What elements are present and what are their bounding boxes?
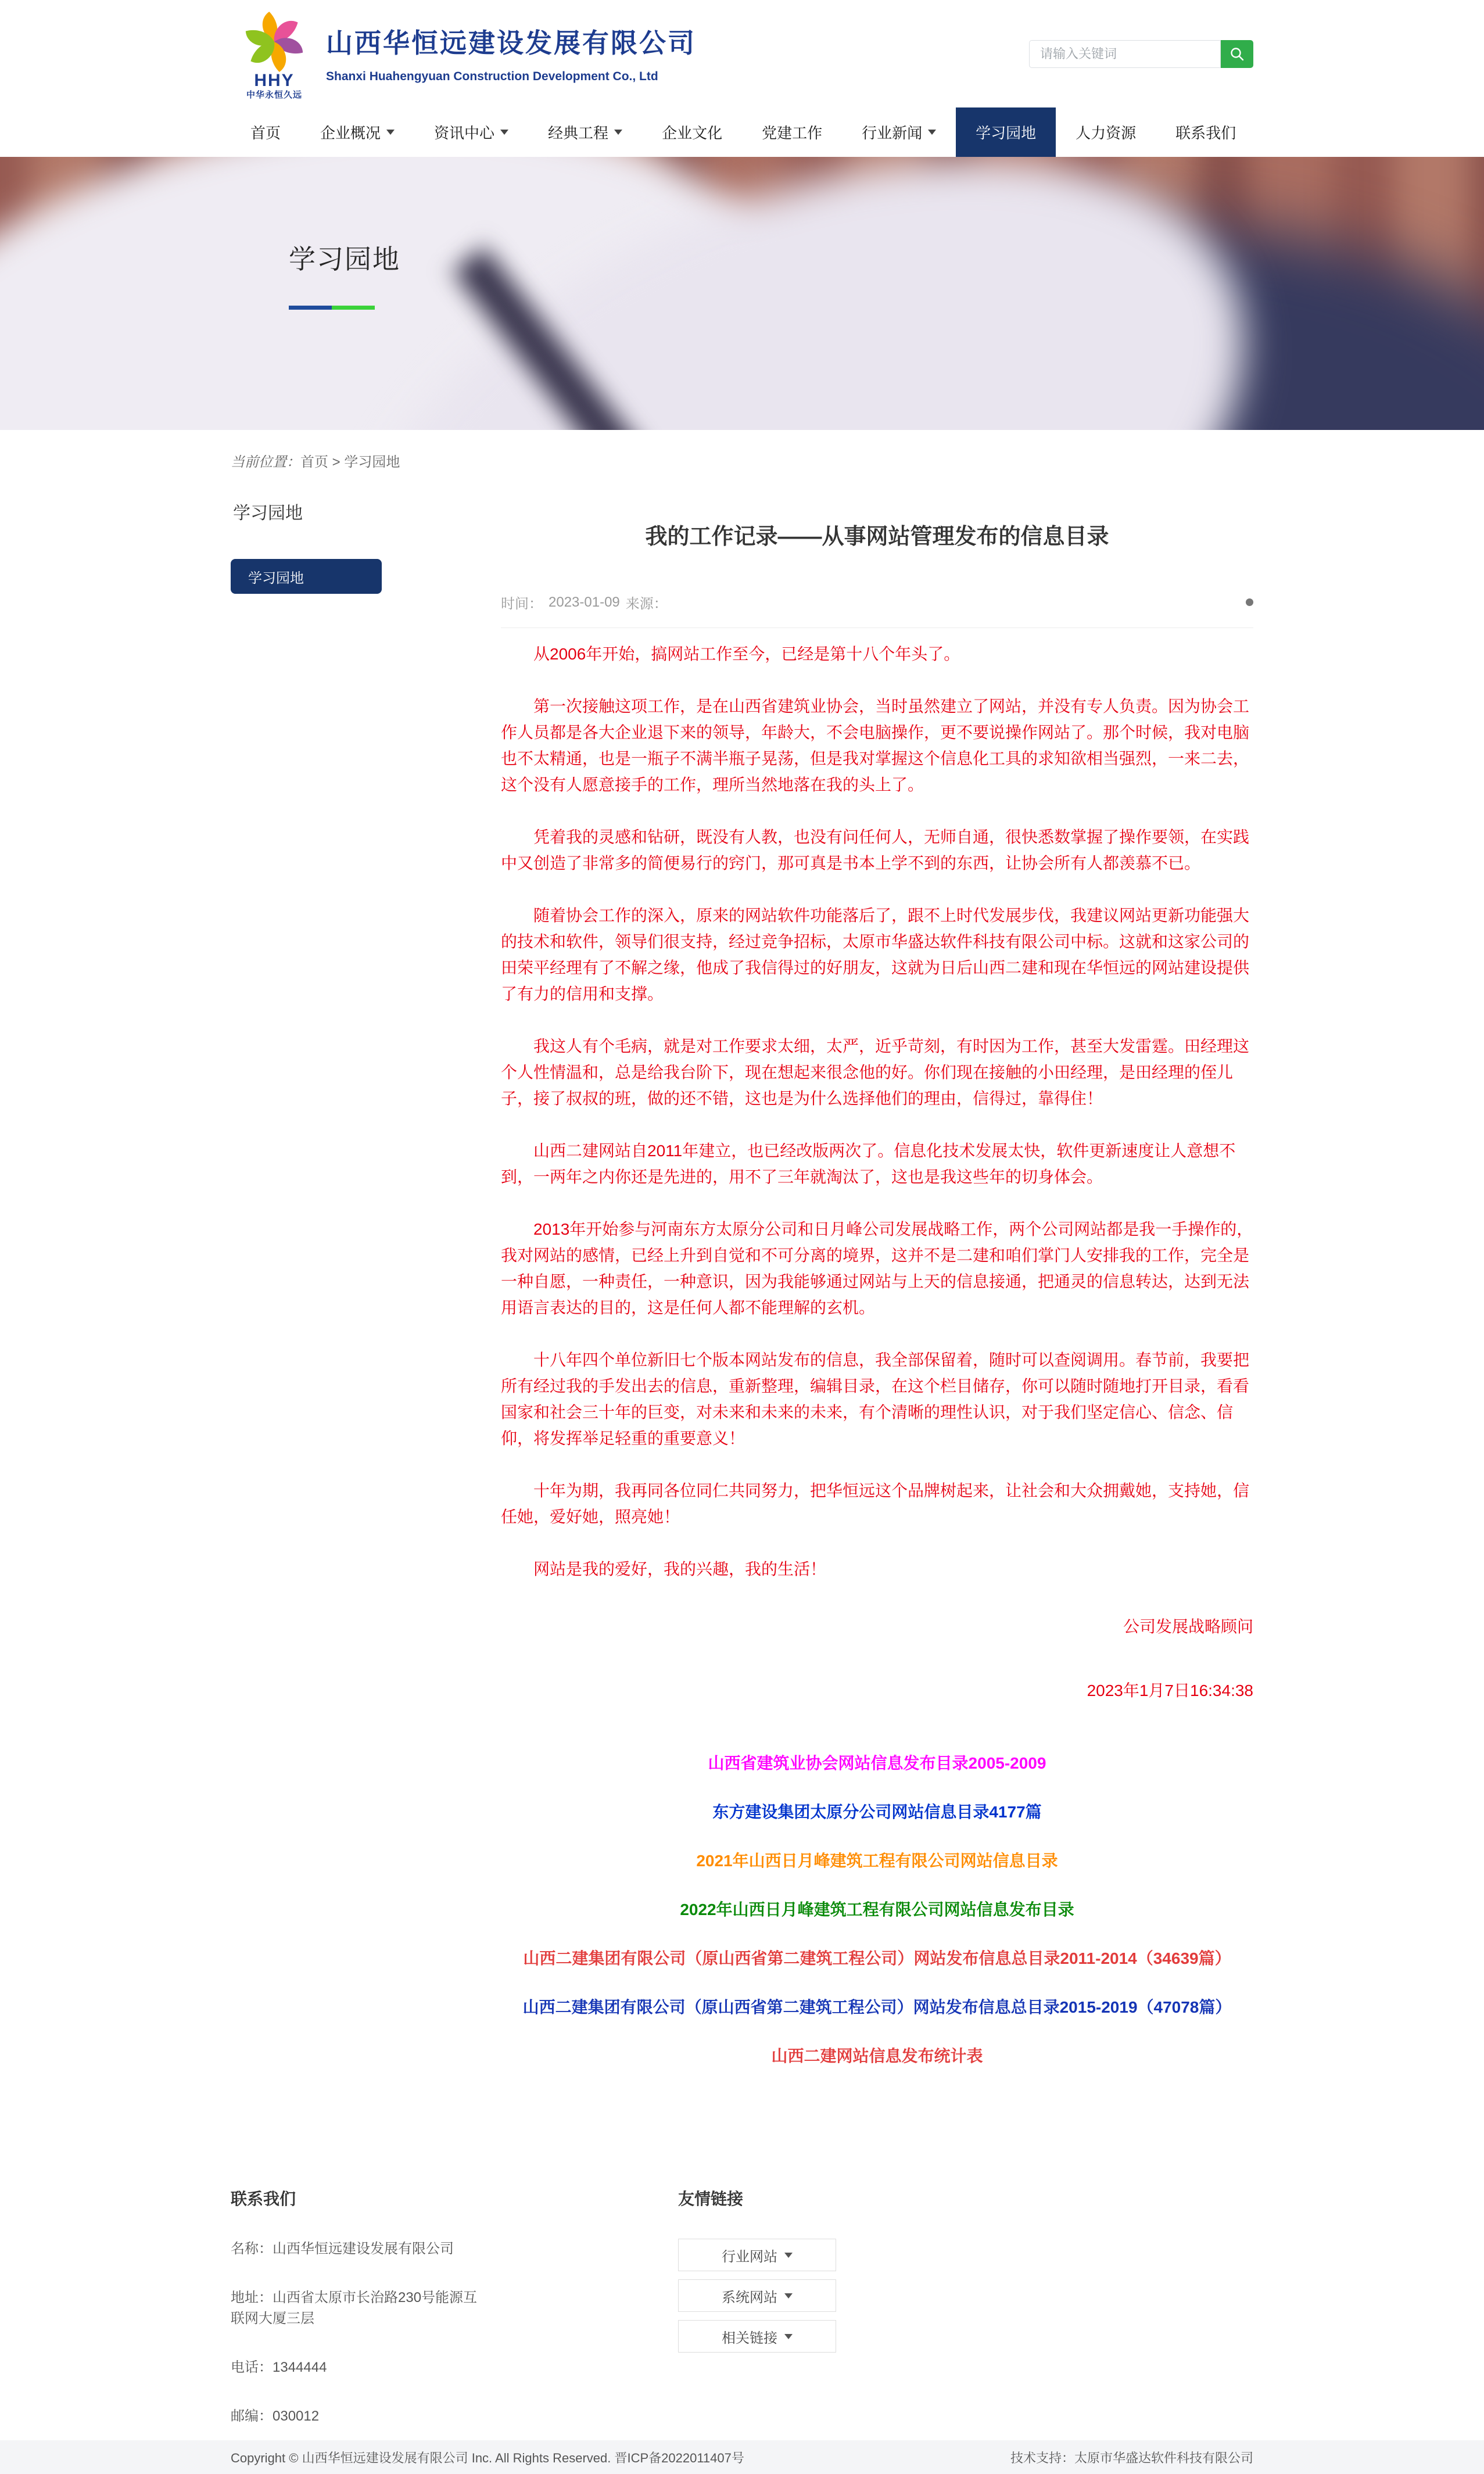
search-icon xyxy=(1230,46,1245,62)
footer-contact-address: 地址：山西省太原市长治路230号能源互联网大厦三层 xyxy=(231,2290,478,2326)
search-input[interactable] xyxy=(1029,40,1221,68)
nav-item-company-profile[interactable]: 企业概况 xyxy=(300,107,414,157)
chevron-down-icon xyxy=(784,2334,793,2339)
article-paragraph: 从2006年开始，搞网站工作至今，已经是第十八个年头了。 xyxy=(533,645,960,663)
breadcrumb xyxy=(231,450,1253,471)
nav-item-contact-us[interactable]: 联系我们 xyxy=(1175,124,1236,142)
breadcrumb-home-link[interactable]: 首页 xyxy=(300,454,328,470)
logo-slogan: 中华永恒久远 xyxy=(246,90,302,100)
sidebar-title: 学习园地 xyxy=(233,504,303,523)
directory-link[interactable]: 山西省建筑业协会网站信息发布目录2005-2009 xyxy=(708,1754,1046,1772)
article-paragraph: 十八年四个单位新旧七个版本网站发布的信息，我全部保留着，随时可以查阅调用。春节前，我要把所有经过我的手发出去的信息，重新整理，编辑目录，在这个栏目储存，你可以随时随地打开目录，看看国家和社会三十年的巨变，对未来和未来的未来，有个清晰的理性认识，对于我们坚定信心、信念、信仰，将发挥举足轻重的重要意义！ xyxy=(501,1351,1250,1447)
breadcrumb-prefix: 当前位置： xyxy=(231,454,300,470)
article-paragraph: 第一次接触这项工作，是在山西省建筑业协会，当时虽然建立了网站，并没有专人负责。因为协会工作人员都是各大企业退下来的领导，年龄大，不会电脑操作，更不要说操作网站了。那个时候，我对电脑也不太精通，也是一瓶子不满半瓶子晃荡，但是我对掌握这个信息化工具的求知欲相当强烈，一来二去，这个没有人愿意接手的工作，理所当然地落在我的头上了。 xyxy=(501,697,1250,794)
logo-pinwheel xyxy=(231,7,318,101)
search-box xyxy=(1029,40,1253,68)
sidebar xyxy=(231,494,382,594)
banner-title: 学习园地 xyxy=(289,244,400,274)
chevron-down-icon xyxy=(500,130,508,135)
footer-links-column xyxy=(678,2186,911,2455)
footer-contact-title: 联系我们 xyxy=(231,2190,296,2208)
pinwheel-icon xyxy=(243,10,306,73)
article-paragraph: 2013年开始参与河南东方太原分公司和日月峰公司发展战略工作，两个公司网站都是我一手操作的，我对网站的感情，已经上升到自觉和不可分离的境界，这并不是二建和咱们掌门人安排我的工作，完全是一种自愿，一种责任，一种意识，因为我能够通过网站与上天的信息接通，把通灵的信息转达，达到无法用语言表达的目的，这是任何人都不能理解的玄机。 xyxy=(501,1220,1253,1317)
article-paragraph: 十年为期，我再同各位同仁共同努力，把华恒远这个品牌树起来，让社会和大众拥戴她，支持她，信任她，爱好她，照亮她！ xyxy=(501,1482,1250,1526)
logo-hhy-text: HHY xyxy=(254,71,295,90)
nav-item-news-center[interactable]: 资讯中心 xyxy=(414,107,528,157)
article-paragraph: 凭着我的灵感和钻研，既没有人教，也没有问任何人，无师自通，很快悉数掌握了操作要领，在实践中又创造了非常多的简便易行的窍门，那可真是书本上学不到的东西，让协会所有人都羡慕不已。 xyxy=(501,828,1250,872)
chevron-down-icon xyxy=(784,2293,793,2299)
search-button[interactable] xyxy=(1221,40,1253,68)
chevron-down-icon xyxy=(614,130,622,135)
directory-link[interactable]: 山西二建网站信息发布统计表 xyxy=(771,2047,983,2065)
article-paragraph: 随着协会工作的深入，原来的网站软件功能落后了，跟不上时代发展步伐，我建议网站更新功能强大的技术和软件，领导们很支持，经过竞争招标，太原市华盛达软件科技有限公司中标。这就和这家公司的田荣平经理有了不解之缘，他成了我信得过的好朋友，这就为日后山西二建和现在华恒远的网站建设提供了有力的信用和支撑。 xyxy=(501,906,1250,1003)
breadcrumb-current: 学习园地 xyxy=(344,454,400,470)
nav-item-corporate-culture[interactable]: 企业文化 xyxy=(662,124,723,142)
footer-links-title: 友情链接 xyxy=(678,2190,744,2208)
footer-contact-phone: 电话：1344444 xyxy=(231,2360,327,2375)
nav-item-classic-projects[interactable]: 经典工程 xyxy=(528,107,642,157)
site-logo[interactable] xyxy=(231,7,696,101)
article-meta xyxy=(501,592,1253,628)
directory-link[interactable]: 2021年山西日月峰建筑工程有限公司网站信息目录 xyxy=(696,1852,1058,1870)
article-date: 2023年1月7日16:34:38 xyxy=(1087,1681,1253,1699)
main-nav xyxy=(0,107,1484,157)
article-body xyxy=(501,628,1253,2067)
chevron-down-icon xyxy=(784,2253,793,2258)
copyright-text: Copyright © 山西华恒远建设发展有限公司 Inc. All Rights Reserved. 晋ICP备2022011407号 xyxy=(231,2450,744,2465)
breadcrumb-separator: > xyxy=(328,454,345,470)
meta-source-label: 来源： xyxy=(625,596,668,612)
directory-link[interactable]: 东方建设集团太原分公司网站信息目录4177篇 xyxy=(712,1803,1042,1821)
article-paragraph: 我这人有个毛病，就是对工作要求太细，太严，近乎苛刻，有时因为工作，甚至大发雷霆。田经理这个人性情温和，总是给我台阶下，现在想起来很念他的好。你们现在接触的小田经理，是田经理的侄儿子，接了叔叔的班，做的还不错，这也是为什么选择他们的理由，信得过，靠得住！ xyxy=(501,1037,1250,1107)
footer-contact-name: 名称：山西华恒远建设发展有限公司 xyxy=(231,2241,454,2257)
article-paragraph: 网站是我的爱好，我的兴趣，我的生活！ xyxy=(533,1560,827,1578)
directory-link[interactable]: 山西二建集团有限公司（原山西省第二建筑工程公司）网站发布信息总目录2011-2014（34639篇） xyxy=(523,1949,1231,1967)
directory-link[interactable]: 2022年山西日月峰建筑工程有限公司网站信息发布目录 xyxy=(680,1901,1074,1919)
meta-time-label: 时间： xyxy=(501,596,543,612)
article-title: 我的工作记录——从事网站管理发布的信息目录 xyxy=(645,525,1109,549)
page-banner xyxy=(0,157,1484,430)
nav-item-human-resources[interactable]: 人力资源 xyxy=(1076,124,1137,142)
article-paragraph: 山西二建网站自2011年建立，也已经改版两次了。信息化技术发展太快，软件更新速度让人意想不到，一两年之内你还是先进的，用不了三年就淘汰了，这也是我这些年的切身体会。 xyxy=(501,1142,1236,1186)
site-header xyxy=(0,0,1484,107)
meta-dot-icon xyxy=(1246,598,1253,606)
nav-item-home[interactable]: 首页 xyxy=(250,124,281,142)
company-name-en: Shanxi Huahengyuan Construction Development Co., Ltd xyxy=(326,70,658,83)
footer-contact-column xyxy=(231,2186,678,2455)
footer-dropdown-system-sites[interactable]: 系统网站 xyxy=(678,2279,836,2312)
footer-contact-zip: 邮编：030012 xyxy=(231,2408,320,2424)
chevron-down-icon xyxy=(928,130,936,135)
site-footer xyxy=(0,2153,1484,2440)
footer-dropdown-related-links[interactable]: 相关链接 xyxy=(678,2320,836,2353)
nav-item-party-building[interactable]: 党建工作 xyxy=(762,124,823,142)
article-signature: 公司发展战略顾问 xyxy=(1123,1618,1253,1636)
company-name-cn: 山西华恒远建设发展有限公司 xyxy=(326,28,696,58)
article xyxy=(501,494,1253,2092)
footer-dropdown-industry-sites[interactable]: 行业网站 xyxy=(678,2239,836,2271)
tech-support-text: 技术支持：太原市华盛达软件科技有限公司 xyxy=(1010,2450,1253,2465)
directory-link[interactable]: 山西二建集团有限公司（原山西省第二建筑工程公司）网站发布信息总目录2015-2019（47078篇） xyxy=(522,1998,1232,2016)
sidebar-item-learning-garden[interactable]: 学习园地 xyxy=(231,559,382,594)
meta-time-value: 2023-01-09 xyxy=(549,594,620,610)
chevron-down-icon xyxy=(386,130,395,135)
nav-item-industry-news[interactable]: 行业新闻 xyxy=(842,107,956,157)
nav-item-learning-garden[interactable]: 学习园地 xyxy=(956,107,1056,157)
directory-links xyxy=(501,1751,1253,2067)
banner-underline xyxy=(289,306,375,310)
